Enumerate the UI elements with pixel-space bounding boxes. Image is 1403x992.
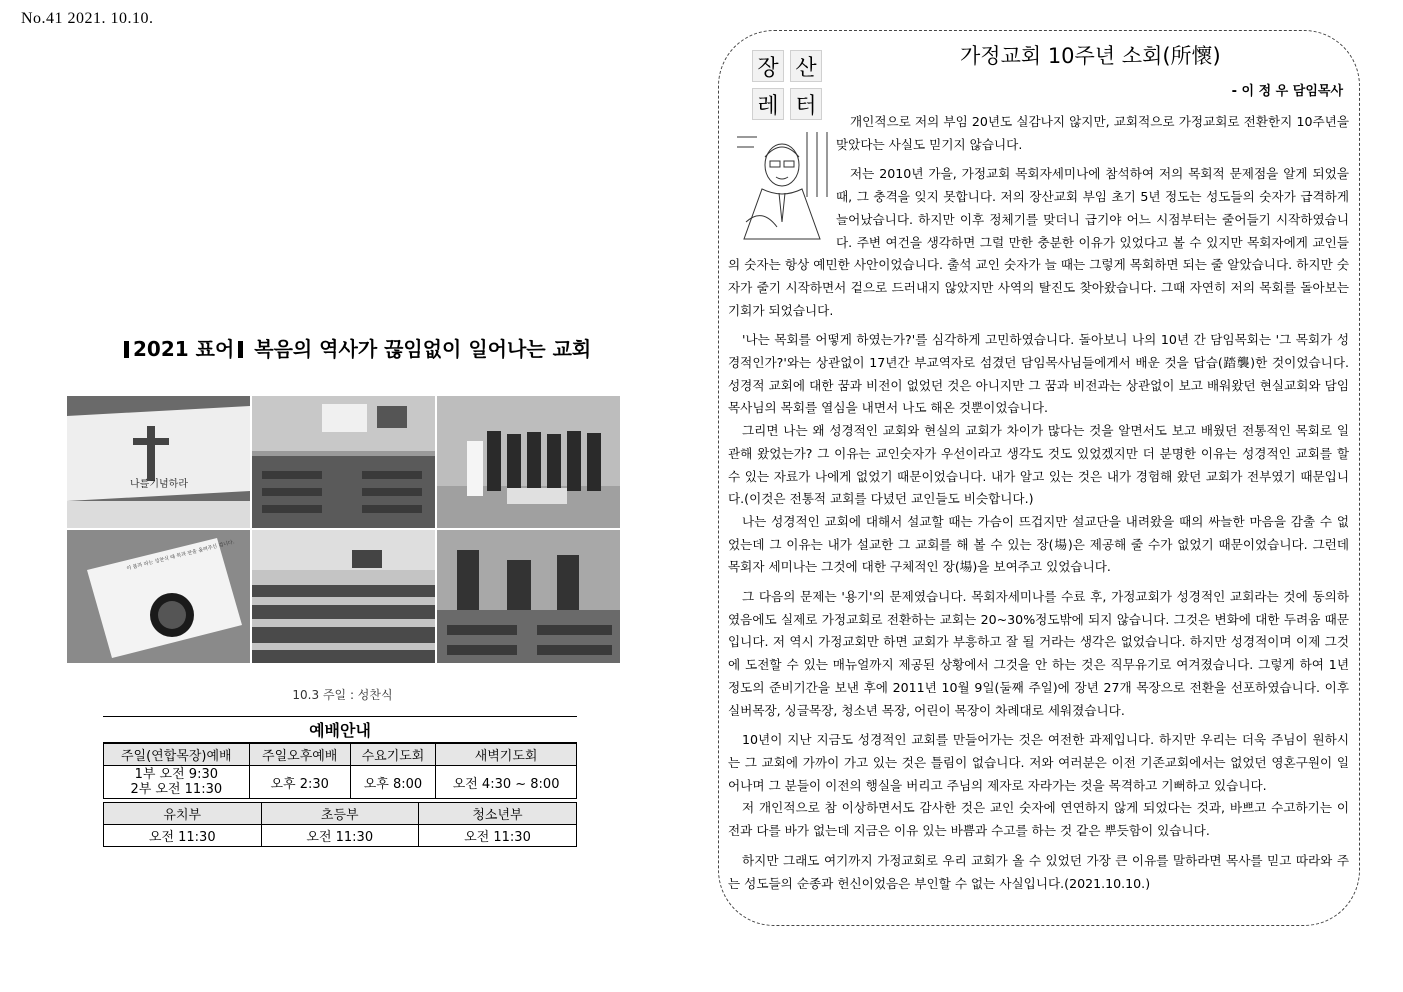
worship-header: 주일(연합목장)예배 <box>104 744 250 766</box>
letter-paragraph: 하지만 그래도 여기까지 가정교회로 우리 교회가 올 수 있었던 가장 큰 이유를 말하라면 목사를 믿고 따라와 주는 성도들의 순종과 헌신이었음은 부인할 수 없는 사실입니다.(2021.10.10.) <box>728 852 1349 891</box>
school-time: 오전 11:30 <box>104 825 262 847</box>
motto-marker <box>124 341 129 358</box>
school-header: 청소년부 <box>419 803 577 825</box>
photo-serving <box>437 530 620 663</box>
tile-char: 산 <box>790 50 822 82</box>
worship-title: 예배안내 <box>103 716 577 743</box>
worship-header: 수요기도회 <box>350 744 435 766</box>
school-table <box>103 802 577 847</box>
sunday-first: 1부 오전 9:30 <box>134 767 218 782</box>
letter-paragraph: 10년이 지난 지금도 성경적인 교회를 만들어가는 것은 여전한 과제입니다. 하지만 우리는 더욱 주님이 원하시는 그 교회에 가까이 가고 있는 것은 틀림이 없습니다. 저와 여러분은 이전 기존교회에서는 없었던 영혼구원이 일어나며 그 분들이 이전의 행실을 버리고 주님의 제자로 자라가는 것을 목격하고 기뻐하고 있습니다. <box>728 732 1349 793</box>
photo-elders-standing <box>437 396 620 528</box>
issue-header: No.41 2021. 10.10. <box>21 10 154 27</box>
tile-char: 터 <box>790 88 822 120</box>
worship-time: 오후 2:30 <box>249 766 350 799</box>
worship-header: 새벽기도회 <box>436 744 577 766</box>
photo-sanctuary-front <box>252 396 435 528</box>
photo-caption: 10.3 주일 : 성찬식 <box>292 688 393 702</box>
letter-body <box>728 111 1349 895</box>
photo-collage <box>67 396 618 663</box>
motto-tag: 2021 표어 <box>133 337 235 361</box>
letter-paragraph: 저 개인적으로 참 이상하면서도 감사한 것은 교인 숫자에 연연하지 않게 되었다는 것과, 바쁘고 수고하기는 이전과 다를 바가 없는데 지금은 이유 있는 바쁨과 수고를 하는 것 같은 뿌듯함이 있습니다. <box>728 800 1349 839</box>
worship-time-sunday <box>104 766 250 799</box>
motto-heading <box>120 333 591 362</box>
portrait-space <box>728 111 836 239</box>
letter-author: - 이 정 우 담임목사 <box>1231 84 1343 99</box>
motto-marker <box>238 341 243 358</box>
motto-text: 복음의 역사가 끊임없이 일어나는 교회 <box>254 337 592 361</box>
letter-paragraph: 나는 성경적인 교회에 대해서 설교할 때는 가슴이 뜨겁지만 설교단을 내려왔을 때의 싸늘한 마음을 감출 수 없었는데 그 이유는 내가 설교한 그 교회를 해 볼 수 있는 장(場)은 제공해 줄 수가 없었기 때문이었습니다. 그런데 목회자 세미나는 그것에 대한 구체적인 장(場)을 보여주고 있었습니다. <box>728 513 1349 575</box>
worship-table <box>103 743 577 799</box>
sunday-second: 2부 오전 11:30 <box>130 782 223 797</box>
tile-char: 레 <box>752 88 784 120</box>
worship-schedule <box>103 716 577 847</box>
worship-time: 오후 8:00 <box>350 766 435 799</box>
letter-paragraph: '나는 목회를 어떻게 하였는가?'를 심각하게 고민하였습니다. 돌아보니 나의 10년 간 담임목회는 '그 목회가 성경적인가?'와는 상관없이 17년간 부교역자로 섬겼던 담임목사님들에게서 배운 것을 답습(踏襲)한 것이었습니다. 성경적 교회에 대한 꿈과 비전이 없었던 것은 아니지만 그 꿈과 비전과는 상관없이 보고 배워왔던 현실교회와 담임목사님의 목회를 열심을 내면서 나도 해온 것뿐이었습니다. <box>728 332 1349 416</box>
photo-communion-cup <box>67 530 250 663</box>
school-time: 오전 11:30 <box>261 825 419 847</box>
letter-paragraph: 그 다음의 문제는 '용기'의 문제였습니다. 목회자세미나를 수료 후, 가정교회가 성경적인 교회라는 것에 동의하였음에도 실제로 가정교회로 전환하는 교회는 20~30%정도밖에 되지 않습니다. 그것은 변화에 대한 두려움 때문입니다. 저 역시 가정교회만 하면 교회가 부흥하고 잘 될 거라는 생각은 없었습니다. 하지만 성경적이며 이제 그것에 도전할 수 있는 매뉴얼까지 제공된 상황에서 그것을 안 하는 것은 직무유기로 여겨졌습니다. 그렇게 하여 1년 정도의 준비기간을 보낸 후에 2011년 10월 9일(둘째 주일)에 장년 27개 목장으로 전환을 선포하였습니다. 이후 실버목장, 싱글목장, 청소년 목장, 어린이 목장이 차례대로 세워졌습니다. <box>728 589 1349 718</box>
worship-header: 주일오후예배 <box>249 744 350 766</box>
tile-char: 장 <box>752 50 784 82</box>
cup-text: 이 몸과 피는 성찬식 때 목과 잔을 올려주신 겁니다. <box>126 539 236 572</box>
worship-time: 오전 4:30 ~ 8:00 <box>436 766 577 799</box>
letter-title: 가정교회 10주년 소회(所懷) <box>960 44 1221 68</box>
photo-congregation <box>252 530 435 663</box>
school-header: 유치부 <box>104 803 262 825</box>
school-header: 초등부 <box>261 803 419 825</box>
banner-text: 나를기념하라 <box>130 479 188 490</box>
letter-paragraph: 그리면 나는 왜 성경적인 교회와 현실의 교회가 차이가 많다는 것을 알면서도 보고 배웠던 전통적인 목회로 일관해 왔었는가? 그 이유는 교인숫자가 우선이라고 생각도 것도 있었겠지만 더 분명한 이유는 성경적인 교회를 할 수 있는 자료가 나에게 없었기 때문이었습니다. 내가 알고 있는 것은 내가 경험해 왔던 교회가 전부였기 때문입니다.(이것은 전통적 교회를 다녔던 교인들도 비슷합니다.) <box>728 423 1349 507</box>
photo-cross-banner <box>67 396 250 528</box>
letter-paragraph: 저는 2010년 가을, 가정교회 목회자세미나에 참석하여 저의 목회적 문제점을 알게 되었을 때, 그 충격을 잊지 못합니다. 저의 장산교회 부임 초기 5년 정도는 성도들의 숫자가 급격하게 늘어났습니다. 하지만 이후 정체기를 맞더니 급기야 어느 시점부터는 줄어들기 시작하였습니다. 주변 여건을 생각하면 그럴 만한 충분한 이유가 있었다고 볼 수 있지만 목회자에게 교인들의 숫자는 항상 예민한 사안이었습니다. 출석 교인 숫자가 늘 때는 그렇게 목회하면 되는 줄 알았습니다. 하지만 숫자가 줄기 시작하면서 겉으로 드러내지 않았지만 사역의 탈진도 찾아왔습니다. 그때 자연히 저의 목회를 돌아보는 기회가 되었습니다. <box>728 166 1349 318</box>
school-time: 오전 11:30 <box>419 825 577 847</box>
letter-paragraph: 개인적으로 저의 부임 20년도 실감나지 않지만, 교회적으로 가정교회로 전환한지 10주년을 맞았다는 사실도 믿기지 않습니다. <box>836 114 1349 152</box>
